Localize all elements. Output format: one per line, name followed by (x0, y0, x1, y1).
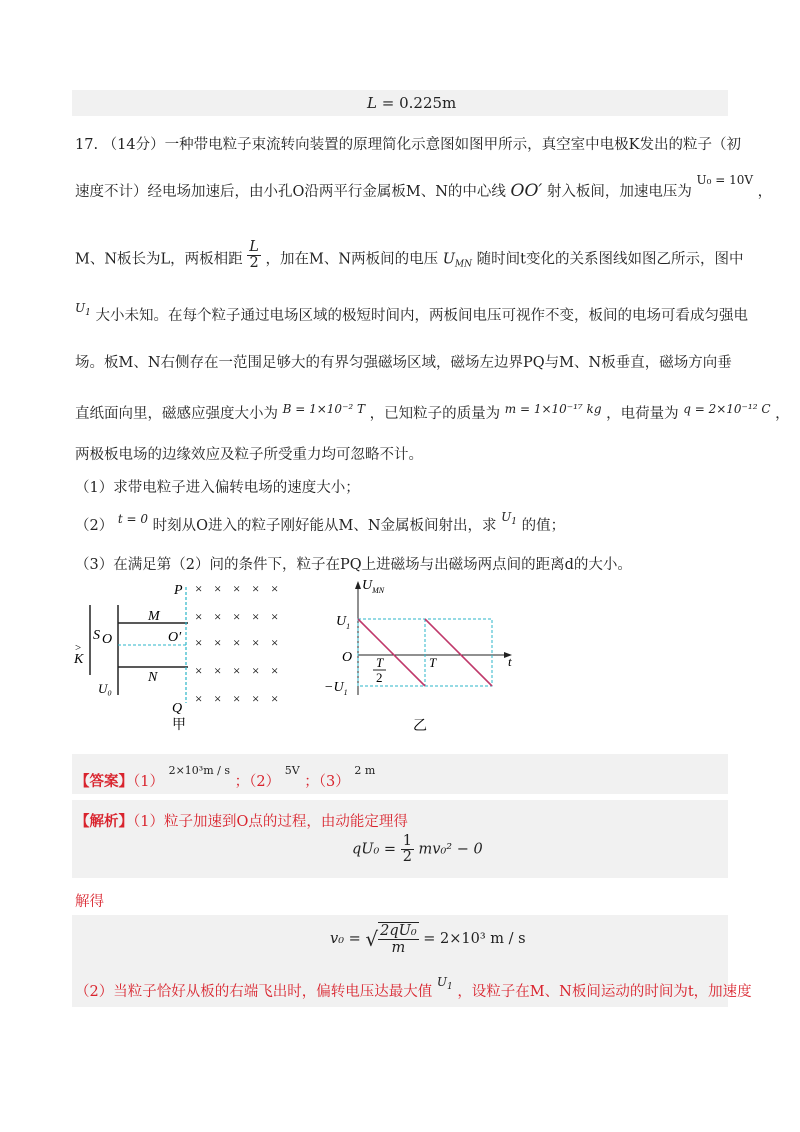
field-cross: × (214, 581, 222, 596)
field-cross: × (195, 663, 203, 678)
axis-label-t: t (508, 654, 512, 669)
field-cross: × (252, 691, 260, 706)
y-axis-arrow (355, 581, 361, 589)
field-cross: × (271, 581, 279, 596)
question-3: （3）在满足第（2）问的条件下，粒子在PQ上进磁场与出磁场两点间的距离d的大小。 (75, 557, 632, 573)
field-cross: × (195, 691, 203, 706)
answer-1: 2×10³m / s (168, 764, 230, 777)
label-t-half-num: T (376, 655, 384, 670)
field-cross: × (214, 691, 222, 706)
label-u1: $U_1$ (336, 614, 351, 631)
problem-points: （14分） (102, 137, 165, 153)
figure-yi (318, 575, 528, 740)
answer-2: 5V (284, 764, 300, 777)
field-cross: × (233, 609, 241, 624)
problem-line-4: $^{U1}$ 大小未知。在每个粒子通过电场区域的极短时间内，两板间电压可视作不变，板间的电场可看成匀强电 (75, 301, 748, 324)
label-t-full: T (429, 655, 437, 670)
answer-tag: 【答案】 (75, 773, 133, 790)
equation-2: v₀ = √ $\frac{\text{2qU₀}}{m}$ = 2×10³ m / s (330, 923, 526, 956)
field-cross: × (233, 635, 241, 650)
field-cross: × (271, 691, 279, 706)
caption-yi: 乙 (413, 719, 427, 734)
field-cross: × (252, 635, 260, 650)
solution-line-1: 【解析】（1）粒子加速到O点的过程，由动能定理得 (75, 813, 408, 830)
voltage-segment-2 (425, 619, 492, 686)
problem-number: 17. (75, 137, 99, 153)
top-formula: L = 0.225m (367, 94, 457, 112)
field-cross: × (271, 663, 279, 678)
figure-jia (68, 575, 308, 735)
problem-line-7: 两极板电场的边缘效应及粒子所受重力均可忽略不计。 (75, 447, 423, 463)
field-cross: × (195, 609, 203, 624)
field-cross: × (252, 663, 260, 678)
sqrt-sign: √ (365, 927, 379, 951)
field-cross: × (195, 581, 203, 596)
label-n: N (148, 670, 158, 685)
origin-label: O (342, 650, 353, 665)
field-cross: × (252, 609, 260, 624)
equation-1: qU₀ = $\frac{1}{2}$ mv₀² − 0 (352, 833, 483, 865)
problem-line-3: M、N板长为L，两板相距 $\frac{L}{2}$ ，加在M、N两板间的电压 $U_{MN}$ 随时间t变化的关系图线如图乙所示，图中 (75, 239, 744, 271)
problem-line-5: 场。板M、N右侧存在一范围足够大的有界匀强磁场区域，磁场左边界PQ与M、N板垂直，磁场方向垂 (75, 355, 732, 371)
field-cross: × (271, 635, 279, 650)
problem-line-2: 速度不计）经电场加速后，由小孔O沿两平行金属板M、N的中心线 OO′ 射入板间，加速电压为 $^{U_0 = 10V}$ ， (75, 173, 773, 201)
answer-3: 2 m (354, 764, 376, 777)
problem-line-6: 直纸面向里，磁感应强度大小为 $^{B = 1\times 10^{-2} T}$ ，已知粒子的质量为 $^{m = 1\times 10^{-17} kg}$ ，电荷量为 $^{q = 2\times 10^{-12} C}$ ， (75, 402, 790, 422)
answer-line: 【答案】（1） $^{2\times 10^3m / s}$ ；（2） $^{5V}$ ；（3） $^{2 m}$ (75, 764, 376, 790)
caption-jia: 甲 (172, 718, 186, 733)
question-1: （1）求带电粒子进入偏转电场的速度大小； (75, 480, 360, 496)
label-k-arrow: > (75, 642, 82, 654)
label-o: O (102, 632, 113, 647)
frac-L-over-2: $\frac{L}{2}$ (249, 239, 259, 271)
solution-tag: 【解析】 (75, 813, 133, 830)
field-cross: × (233, 691, 241, 706)
label-t-half-den: 2 (376, 670, 383, 685)
label-k: K (74, 652, 84, 667)
question-2: （2） $^{t = 0}$ 时刻从O进入的粒子刚好能从M、N金属板间射出，求 $^{U1}$ 的值； (75, 510, 566, 534)
label-p: P (174, 583, 183, 598)
problem-line-1: 17. （14分）一种带电粒子束流转向装置的原理简化示意图如图甲所示，真空室中电极K发出的粒子（初 (75, 137, 741, 153)
solution-line-2: （2）当粒子恰好从板的右端飞出时，偏转电压达最大值 $^{U1}$ ，设粒子在M、N板间运动的时间为t，加速度 (75, 975, 752, 1000)
field-cross: × (271, 609, 279, 624)
field-cross: × (233, 663, 241, 678)
magnetic-field-crosses (195, 581, 278, 706)
field-cross: × (214, 635, 222, 650)
voltage-segment-1 (358, 619, 425, 686)
field-cross: × (195, 635, 203, 650)
axis-label-u: $U_{MN}$ (362, 578, 385, 595)
label-q: Q (172, 701, 183, 716)
jiede-label: 解得 (75, 894, 104, 910)
label-o-prime: O′ (168, 630, 182, 645)
field-cross: × (252, 581, 260, 596)
label-neg-u1: $-U_1$ (324, 680, 348, 697)
label-u0: U₀ (98, 681, 112, 696)
label-s: S (93, 628, 100, 643)
field-cross: × (214, 663, 222, 678)
label-m: M (148, 609, 160, 624)
field-cross: × (233, 581, 241, 596)
field-cross: × (214, 609, 222, 624)
